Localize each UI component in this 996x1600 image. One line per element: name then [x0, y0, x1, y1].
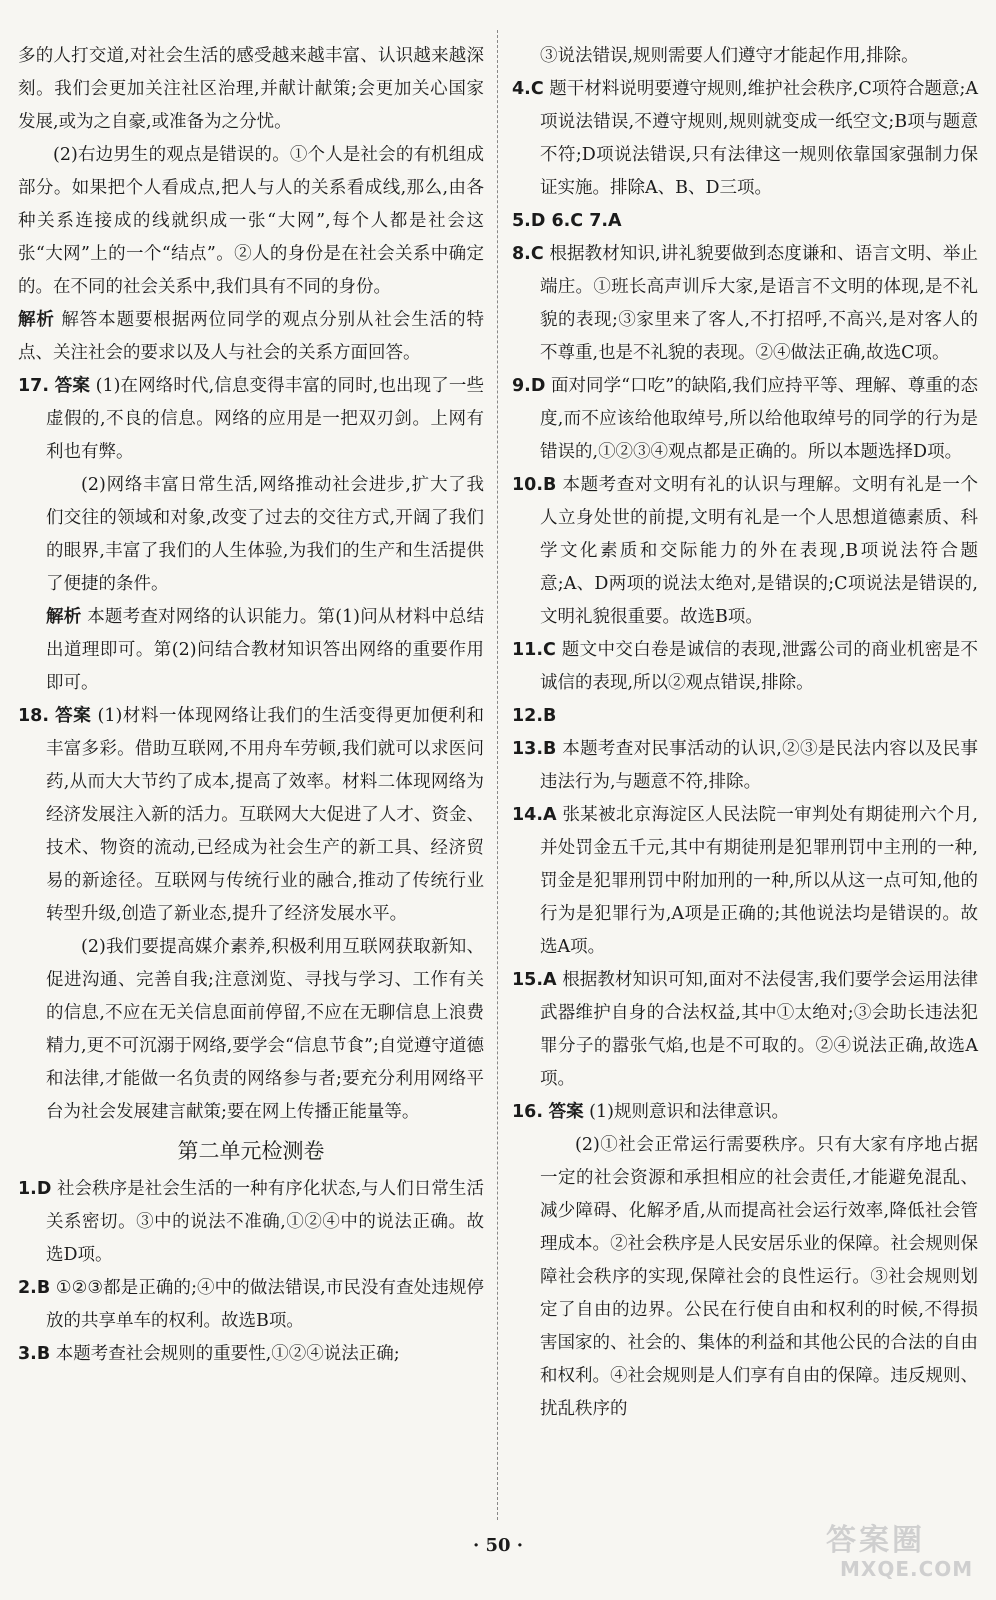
watermark-logo	[800, 1515, 980, 1585]
analysis-q16	[18, 304, 484, 370]
analysis-text: 解答本题要根据两位同学的观点分别从社会生活的特点、关注社会的要求以及人与社会的关系方面回答。	[18, 310, 484, 363]
unit2-q13	[512, 733, 978, 799]
question-number: 17.	[18, 376, 50, 396]
unit2-q12: 12.B	[512, 706, 557, 726]
question-explanation: 本题考查对民事活动的认识,②③是民法内容以及民事违法行为,与题意不符,排除。	[540, 739, 978, 792]
unit2-q4	[512, 73, 978, 205]
unit2-q10	[512, 469, 978, 634]
unit2-q5-7: 5.D 6.C 7.A	[512, 211, 622, 231]
question-explanation: 根据教材知识可知,面对不法侵害,我们要学会运用法律武器维护自身的合法权益,其中①太绝对;③会助长违法犯罪分子的嚣张气焰,也是不可取的。②④说法正确,故选A项。	[540, 970, 978, 1089]
question-number: 15.A	[512, 970, 557, 990]
section-title: 第二单元检测卷	[177, 1139, 325, 1163]
answer-tag: 答案	[55, 706, 92, 726]
question-explanation: 根据教材知识,讲礼貌要做到态度谦和、语言文明、举止端庄。①班长高声训斥大家,是语言不文明的体现,是不礼貌的表现;③家里来了客人,不打招呼,不高兴,是对客人的不尊重,也是不礼貌的表现。②④做法正确,故选C项。	[540, 244, 978, 363]
analysis-text: 本题考查对网络的认识能力。第(1)问从材料中总结出道理即可。第(2)问结合教材知识答出网络的重要作用即可。	[46, 607, 484, 693]
page-number: · 50 ·	[472, 1535, 524, 1556]
question-explanation: 本题考查对文明有礼的认识与理解。文明有礼是一个人立身处世的前提,文明有礼是一个人思想道德素质、科学文化素质和交际能力的外在表现,B项说法符合题意;A、D两项的说法太绝对,是错误的;C项说法是错误的,文明礼貌很重要。故选B项。	[540, 475, 978, 627]
answer-part1: (1)在网络时代,信息变得丰富的同时,也出现了一些虚假的,不良的信息。网络的应用是一把双刃剑。上网有利也有弊。	[46, 376, 484, 462]
answer-tag: 答案	[548, 1102, 584, 1122]
question-number: 2.B	[18, 1278, 51, 1298]
unit2-q15	[512, 964, 978, 1096]
question-number: 1.D	[18, 1179, 52, 1199]
unit2-q16	[512, 1096, 978, 1129]
analysis-q17	[18, 601, 484, 700]
unit2-q2	[18, 1272, 484, 1338]
question-explanation: 社会秩序是社会生活的一种有序化状态,与人们日常生活关系密切。③中的说法不准确,①②④中的说法正确。故选D项。	[46, 1179, 484, 1265]
analysis-tag: 解析	[46, 607, 82, 627]
paragraph-cont: 多的人打交道,对社会生活的感受越来越丰富、认识越来越深刻。我们会更加关注社区治理,并献计献策;会更加关心国家发展,或为之自豪,或准备为之分忧。	[18, 46, 484, 132]
answer-tag: 答案	[54, 376, 90, 396]
question-explanation: 本题考查社会规则的重要性,①②④说法正确;	[55, 1344, 400, 1364]
question-17-answer	[18, 370, 484, 469]
question-number: 4.C	[512, 79, 544, 99]
analysis-tag: 解析	[18, 310, 55, 330]
question-18-answer	[18, 700, 484, 931]
question-17-part2: (2)网络丰富日常生活,网络推动社会进步,扩大了我们交往的领域和对象,改变了过去的交往方式,开阔了我们的眼界,丰富了我们的人生体验,为我们的生产和生活提供了便捷的条件。	[46, 475, 484, 594]
unit2-q14	[512, 799, 978, 964]
unit2-q3	[18, 1338, 484, 1371]
paragraph-q16-part2: (2)右边男生的观点是错误的。①个人是社会的有机组成部分。如果把个人看成点,把人与人的关系看成线,那么,由各种关系连接成的线就织成一张“大网”,每个人都是社会这张“大网”上的一个“结点”。②人的身份是在社会关系中确定的。在不同的社会关系中,我们具有不同的身份。	[18, 145, 484, 297]
answer-part1: (1)规则意识和法律意识。	[589, 1102, 789, 1122]
question-number: 3.B	[18, 1344, 51, 1364]
column-divider	[497, 30, 498, 1520]
question-explanation: 面对同学“口吃”的缺陷,我们应持平等、理解、尊重的态度,而不应该给他取绰号,所以给他取绰号的同学的行为是错误的,①②③④观点都是正确的。所以本题选择D项。	[540, 376, 978, 462]
unit2-q8	[512, 238, 978, 370]
question-number: 13.B	[512, 739, 557, 759]
watermark-url: MXQE.COM	[840, 1557, 974, 1581]
question-number: 16.	[512, 1102, 544, 1122]
question-number: 18.	[18, 706, 50, 726]
unit2-q11	[512, 634, 978, 700]
right-column	[512, 40, 978, 1426]
unit2-q9	[512, 370, 978, 469]
question-explanation: 题文中交白卷是诚信的表现,泄露公司的商业机密是不诚信的表现,所以②观点错误,排除。	[540, 640, 978, 693]
question-number: 11.C	[512, 640, 556, 660]
question-number: 10.B	[512, 475, 557, 495]
watermark-text: 答案圈	[826, 1523, 925, 1558]
question-number: 9.D	[512, 376, 546, 396]
question-number: 14.A	[512, 805, 557, 825]
unit2-q16-part2: (2)①社会正常运行需要秩序。只有大家有序地占据一定的社会资源和承担相应的社会责任,才能避免混乱、减少障碍、化解矛盾,从而提高社会运行效率,降低社会管理成本。②社会秩序是人民安居乐业的保障。社会规则保障社会秩序的实现,保障社会的良性运行。③社会规则划定了自由的边界。公民在行使自由和权利的时候,不得损害国家的、社会的、集体的利益和其他公民的合法的自由和权利。④社会规则是人们享有自由的保障。违反规则、扰乱秩序的	[540, 1135, 978, 1419]
unit2-q3-cont: ③说法错误,规则需要人们遵守才能起作用,排除。	[540, 46, 919, 66]
question-explanation: 张某被北京海淀区人民法院一审判处有期徒刑六个月,并处罚金五千元,其中有期徒刑是犯罪刑罚中主刑的一种,罚金是犯罪刑罚中附加刑的一种,所以从这一点可知,他的行为是犯罪行为,A项是正确的;其他说法均是错误的。故选A项。	[540, 805, 978, 957]
question-explanation: 题干材料说明要遵守规则,维护社会秩序,C项符合题意;A项说法错误,不遵守规则,规则就变成一纸空文;B项与题意不符;D项说法错误,只有法律这一规则依靠国家强制力保证实施。排除A、B、D三项。	[540, 79, 978, 198]
unit2-q1	[18, 1173, 484, 1272]
question-number: 8.C	[512, 244, 544, 264]
left-column	[18, 40, 484, 1371]
question-explanation: ①②③都是正确的;④中的做法错误,市民没有查处违规停放的共享单车的权利。故选B项。	[46, 1278, 484, 1331]
question-18-part2: (2)我们要提高媒介素养,积极利用互联网获取新知、促进沟通、完善自我;注意浏览、寻找与学习、工作有关的信息,不应在无关信息面前停留,不应在无聊信息上浪费精力,更不可沉溺于网络,要学会“信息节食”;自觉遵守道德和法律,才能做一名负责的网络参与者;要充分利用网络平台为社会发展建言献策;要在网上传播正能量等。	[46, 937, 484, 1122]
answer-part1: (1)材料一体现网络让我们的生活变得更加便利和丰富多彩。借助互联网,不用舟车劳顿,我们就可以求医问药,从而大大节约了成本,提高了效率。材料二体现网络为经济发展注入新的活力。互联网大大促进了人才、资金、技术、物资的流动,已经成为社会生产的新工具、经济贸易的新途径。互联网与传统行业的融合,推动了传统行业转型升级,创造了新业态,提升了经济发展水平。	[46, 706, 484, 924]
